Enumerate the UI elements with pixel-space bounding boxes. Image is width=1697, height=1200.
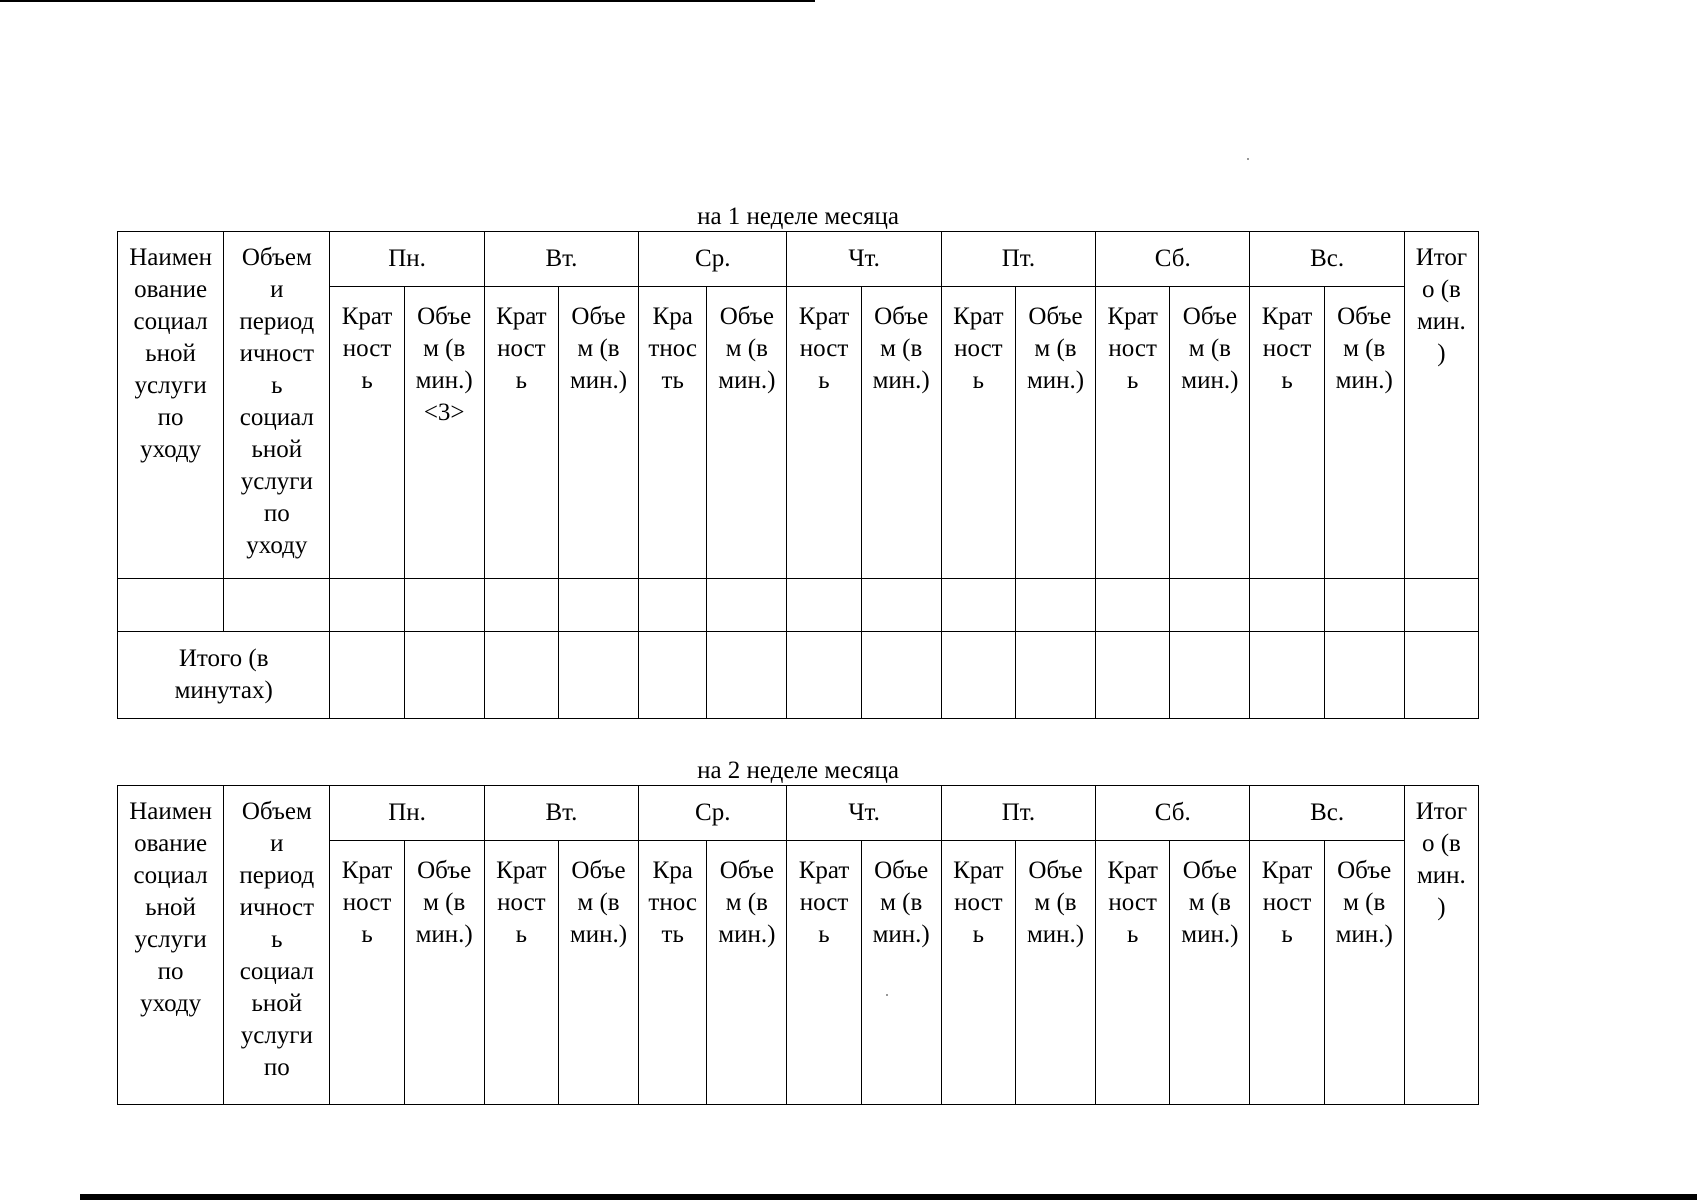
header-text-line: ичност	[239, 340, 315, 367]
day-header-tue: Вт.	[484, 786, 638, 841]
volume-minutes-header	[1015, 841, 1095, 1105]
header-text-line: ть	[661, 367, 684, 394]
table-cell[interactable]	[1096, 579, 1170, 632]
header-text-line: м (в	[423, 335, 466, 362]
table-cell[interactable]	[484, 579, 558, 632]
header-text-line: минутах)	[174, 677, 273, 704]
volume-minutes-header	[707, 287, 787, 579]
week-1-schedule-table	[117, 231, 1479, 719]
table-cell[interactable]	[224, 579, 330, 632]
header-text-line: ь	[972, 921, 985, 948]
table-cell[interactable]	[330, 579, 404, 632]
header-text-line: Объе	[1337, 303, 1392, 330]
header-text-line: ь	[1281, 367, 1293, 394]
table-cell[interactable]	[1324, 632, 1404, 719]
header-text-line: м (в	[880, 335, 923, 362]
header-text-line: ь	[1126, 367, 1139, 394]
header-text-line: уходу	[140, 990, 202, 1017]
header-text-line: ност	[342, 889, 392, 916]
header-text-line: Крат	[341, 303, 393, 330]
table-cell[interactable]	[1015, 579, 1095, 632]
header-text-line: по	[263, 1054, 290, 1081]
table-cell[interactable]	[1015, 632, 1095, 719]
table-cell[interactable]	[1170, 632, 1250, 719]
header-text-line: Крат	[341, 857, 393, 884]
header-text-line: социал	[239, 958, 314, 985]
header-text-line: ть	[661, 921, 684, 948]
header-text-line: ност	[799, 889, 849, 916]
frequency-header	[1096, 841, 1170, 1105]
day-header-mon: Пн.	[330, 232, 484, 287]
header-text-line: Крат	[798, 303, 850, 330]
header-text-line: Объем	[241, 244, 312, 271]
header-text-line: ь	[361, 367, 373, 394]
header-text-line: м (в	[725, 889, 768, 916]
header-text-line: мин.)	[872, 921, 930, 948]
header-text-line: Объе	[417, 303, 472, 330]
frequency-header	[484, 841, 558, 1105]
volume-minutes-header	[404, 287, 484, 579]
table-cell[interactable]	[861, 632, 941, 719]
frequency-header	[787, 287, 861, 579]
header-text-line: Крат	[1107, 303, 1158, 330]
header-text-line: о (в	[1421, 276, 1461, 303]
table-cell[interactable]	[787, 632, 861, 719]
service-volume-header	[224, 232, 330, 579]
header-text-line: ь	[818, 921, 830, 948]
header-text-line: услуги	[240, 1022, 313, 1049]
day-header-thu: Чт.	[787, 232, 941, 287]
total-minutes-header	[1404, 232, 1478, 579]
header-text-line: ь	[1281, 921, 1293, 948]
header-text-line: ьной	[145, 894, 196, 921]
scan-speck	[1247, 158, 1249, 160]
table-cell[interactable]	[1250, 632, 1324, 719]
header-text-line: Крат	[953, 303, 1004, 330]
header-text-line: м (в	[1343, 335, 1386, 362]
header-text-line: мин.)	[718, 367, 776, 394]
day-header-sun: Вс.	[1250, 786, 1404, 841]
header-text-line: ност	[497, 335, 546, 362]
table-cell[interactable]	[404, 579, 484, 632]
header-text-line: мин.)	[415, 367, 473, 394]
header-text-line: ь	[361, 921, 373, 948]
day-header-sun: Вс.	[1250, 232, 1404, 287]
header-text-line: Крат	[1107, 857, 1158, 884]
header-text-line: мин.)	[1335, 921, 1393, 948]
header-text-line: Крат	[953, 857, 1004, 884]
table-cell[interactable]	[941, 632, 1015, 719]
header-text-line: мин.)	[1181, 367, 1239, 394]
volume-minutes-header	[404, 841, 484, 1105]
table-cell[interactable]	[1404, 632, 1478, 719]
volume-minutes-header	[1170, 287, 1250, 579]
day-header-sat: Сб.	[1096, 786, 1250, 841]
week-2-title: на 2 неделе месяца	[697, 757, 899, 784]
frequency-header	[1250, 841, 1324, 1105]
table-cell[interactable]	[118, 579, 224, 632]
header-text-line: период	[239, 308, 315, 335]
header-text-line: Объе	[874, 303, 929, 330]
volume-minutes-header	[1324, 841, 1404, 1105]
volume-minutes-header	[558, 841, 638, 1105]
header-text-line: Итог	[1415, 244, 1468, 271]
table-cell[interactable]	[861, 579, 941, 632]
header-text-line: )	[1437, 894, 1446, 921]
header-text-line: ьной	[251, 990, 303, 1017]
header-text-line: Объе	[1182, 303, 1237, 330]
header-text-line: Объе	[571, 303, 626, 330]
day-header-tue: Вт.	[484, 232, 638, 287]
header-text-line: <3>	[423, 399, 465, 426]
header-text-line: м (в	[1034, 335, 1077, 362]
header-text-line: Объем	[241, 798, 312, 825]
table-cell[interactable]	[1096, 632, 1170, 719]
header-text-line: Кра	[652, 857, 693, 884]
table-cell[interactable]	[330, 632, 404, 719]
header-text-line: Объе	[874, 857, 929, 884]
total-row-label	[118, 632, 330, 719]
header-text-line: социал	[239, 404, 314, 431]
header-text-line: Итог	[1415, 798, 1468, 825]
header-text-line: ь	[818, 367, 830, 394]
service-volume-header	[224, 786, 330, 1105]
header-text-line: услуги	[134, 926, 207, 953]
header-text-line: м (в	[577, 889, 620, 916]
day-header-wed: Ср.	[639, 786, 787, 841]
header-text-line: м (в	[1188, 889, 1231, 916]
volume-minutes-header	[861, 841, 941, 1105]
header-text-line: тнос	[648, 889, 697, 916]
header-text-line: ност	[799, 335, 849, 362]
frequency-header	[639, 841, 707, 1105]
table-cell[interactable]	[787, 579, 861, 632]
header-text-line: м (в	[1034, 889, 1077, 916]
header-text-line: Объе	[719, 857, 774, 884]
table-cell[interactable]	[558, 579, 638, 632]
table-cell[interactable]	[558, 632, 638, 719]
header-text-line: ност	[1262, 335, 1312, 362]
header-text-line: Кра	[652, 303, 693, 330]
frequency-header	[1250, 287, 1324, 579]
header-text-line: мин.)	[1335, 367, 1393, 394]
table-cell[interactable]	[639, 579, 707, 632]
header-text-line: м (в	[1343, 889, 1386, 916]
header-text-line: мин.)	[718, 921, 776, 948]
header-text-line: ичност	[239, 894, 315, 921]
header-text-line: мин.)	[415, 921, 473, 948]
header-text-line: Крат	[1261, 303, 1313, 330]
service-name-header	[118, 232, 224, 579]
header-text-line: период	[239, 862, 315, 889]
header-text-line: ьной	[145, 340, 196, 367]
week-2-schedule-table	[117, 785, 1479, 1105]
header-text-line: и	[270, 830, 284, 857]
header-text-line: ност	[497, 889, 546, 916]
table-cell[interactable]	[404, 632, 484, 719]
table-cell[interactable]	[484, 632, 558, 719]
table-cell[interactable]	[941, 579, 1015, 632]
header-text-line: услуги	[240, 468, 313, 495]
day-header-wed: Ср.	[639, 232, 787, 287]
header-text-line: ьной	[251, 436, 303, 463]
header-text-line: Наимен	[129, 244, 213, 271]
total-minutes-header	[1404, 786, 1478, 1105]
header-text-line: мин.)	[569, 367, 628, 394]
header-text-line: мин.)	[872, 367, 930, 394]
header-text-line: мин.)	[1026, 921, 1085, 948]
header-text-line: уходу	[246, 532, 308, 559]
table-cell[interactable]	[1170, 579, 1250, 632]
header-text-line: ь	[515, 921, 528, 948]
header-text-line: уходу	[140, 436, 202, 463]
volume-minutes-header	[861, 287, 941, 579]
volume-minutes-header	[1170, 841, 1250, 1105]
header-text-line: мин.	[1416, 308, 1466, 335]
page-bottom-rule	[80, 1194, 1697, 1200]
header-text-line: Объе	[1337, 857, 1392, 884]
table-cell[interactable]	[639, 632, 707, 719]
service-name-header	[118, 786, 224, 1105]
frequency-header	[1096, 287, 1170, 579]
frequency-header	[330, 841, 404, 1105]
header-text-line: ь	[271, 926, 283, 953]
total-row	[118, 632, 1479, 719]
header-text-line: Объе	[719, 303, 774, 330]
frequency-header	[941, 841, 1015, 1105]
page-top-rule	[0, 0, 815, 2]
header-text-line: Крат	[798, 857, 850, 884]
header-text-line: социал	[133, 862, 208, 889]
header-text-line: по	[157, 958, 184, 985]
volume-minutes-header	[707, 841, 787, 1105]
frequency-header	[639, 287, 707, 579]
frequency-header	[941, 287, 1015, 579]
header-text-line: ование	[134, 276, 208, 303]
header-text-line: мин.	[1416, 862, 1466, 889]
frequency-header	[787, 841, 861, 1105]
header-text-line: социал	[133, 308, 208, 335]
table-cell[interactable]	[1250, 579, 1324, 632]
header-text-line: ност	[1108, 889, 1157, 916]
table-cell[interactable]	[1324, 579, 1404, 632]
table-row	[118, 579, 1479, 632]
header-text-line: Объе	[1028, 303, 1083, 330]
day-header-thu: Чт.	[787, 786, 941, 841]
header-text-line: Объе	[417, 857, 472, 884]
header-text-line: м (в	[577, 335, 620, 362]
header-text-line: о (в	[1421, 830, 1461, 857]
header-text-line: м (в	[423, 889, 466, 916]
frequency-header	[484, 287, 558, 579]
volume-minutes-header	[1015, 287, 1095, 579]
header-text-line: ност	[1108, 335, 1157, 362]
header-text-line: по	[263, 500, 290, 527]
table-cell[interactable]	[707, 632, 787, 719]
header-text-line: Наимен	[129, 798, 213, 825]
header-text-line: ь	[271, 372, 283, 399]
header-text-line: ование	[134, 830, 208, 857]
header-text-line: услуги	[134, 372, 207, 399]
header-text-line: м (в	[880, 889, 923, 916]
header-text-line: Объе	[1028, 857, 1083, 884]
day-header-fri: Пт.	[941, 232, 1095, 287]
header-text-line: ь	[972, 367, 985, 394]
header-text-line: Крат	[496, 857, 547, 884]
header-text-line: ност	[954, 335, 1003, 362]
day-header-sat: Сб.	[1096, 232, 1250, 287]
header-text-line: Крат	[1261, 857, 1313, 884]
header-text-line: )	[1437, 340, 1446, 367]
header-text-line: ь	[515, 367, 528, 394]
volume-minutes-header	[558, 287, 638, 579]
header-text-line: ност	[954, 889, 1003, 916]
week-1-title: на 1 неделе месяца	[697, 203, 899, 230]
table-cell[interactable]	[1404, 579, 1478, 632]
header-text-line: ност	[1262, 889, 1312, 916]
frequency-header	[330, 287, 404, 579]
header-text-line: по	[157, 404, 184, 431]
header-text-line: ь	[1126, 921, 1139, 948]
table-cell[interactable]	[707, 579, 787, 632]
header-text-line: и	[270, 276, 284, 303]
header-text-line: Крат	[496, 303, 547, 330]
header-text-line: мин.)	[1181, 921, 1239, 948]
header-text-line: тнос	[648, 335, 697, 362]
day-header-fri: Пт.	[941, 786, 1095, 841]
header-text-line: мин.)	[1026, 367, 1085, 394]
day-header-mon: Пн.	[330, 786, 484, 841]
header-text-line: Итого (в	[178, 645, 269, 672]
header-text-line: Объе	[1182, 857, 1237, 884]
header-text-line: ност	[342, 335, 392, 362]
volume-minutes-header	[1324, 287, 1404, 579]
header-text-line: м (в	[1188, 335, 1231, 362]
header-text-line: мин.)	[569, 921, 628, 948]
header-text-line: Объе	[571, 857, 626, 884]
header-text-line: м (в	[725, 335, 768, 362]
